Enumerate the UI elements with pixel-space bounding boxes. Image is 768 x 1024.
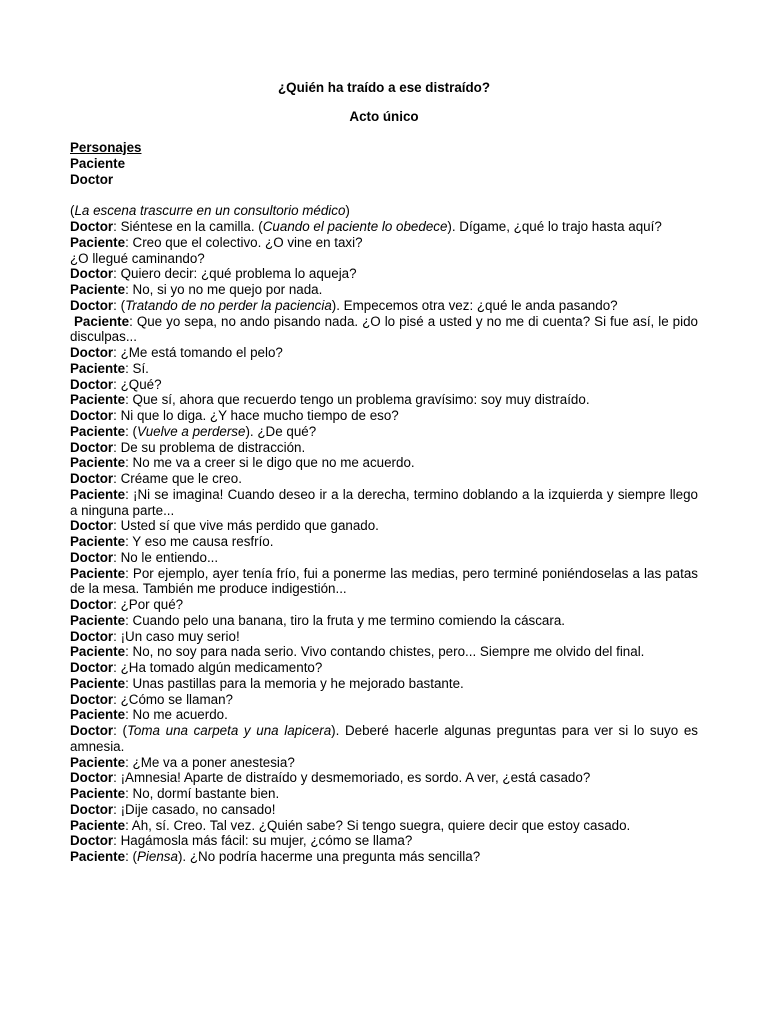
dialogue-text: : Unas pastillas para la memoria y he mejorado bastante. bbox=[125, 675, 464, 691]
speaker-name: Paciente bbox=[70, 754, 126, 770]
dialogue-line bbox=[70, 282, 698, 298]
speaker-name: Doctor bbox=[70, 219, 114, 234]
dialogue-text: ). Empecemos otra vez: ¿qué le anda pasando? bbox=[331, 297, 618, 313]
dialogue-text: : No, dormí bastante bien. bbox=[125, 786, 280, 801]
speaker-name: Paciente bbox=[70, 675, 126, 691]
dialogue-line bbox=[70, 566, 698, 598]
dialogue-line bbox=[70, 770, 698, 786]
speaker-name: Paciente bbox=[70, 612, 126, 628]
dialogue-text: : Y eso me causa resfrío. bbox=[125, 534, 274, 549]
dialogue-line bbox=[70, 629, 698, 645]
dialogue-line bbox=[70, 518, 698, 534]
speaker-name: Doctor bbox=[70, 723, 114, 738]
dialogue-text: ). Dígame, ¿qué lo trajo hasta aquí? bbox=[447, 219, 662, 234]
speaker-name: Paciente bbox=[70, 360, 126, 376]
dialogue-text: : ¿Cómo se llaman? bbox=[113, 691, 233, 707]
dialogue-line bbox=[70, 660, 698, 676]
dialogue-text: ). ¿De qué? bbox=[245, 423, 317, 439]
dialogue-line bbox=[70, 424, 698, 440]
dialogue-text: : ( bbox=[113, 297, 126, 313]
dialogue-text: : ( bbox=[125, 423, 137, 439]
dialogue-line bbox=[70, 471, 698, 487]
dialogue-text: : Que sí, ahora que recuerdo tengo un problema gravísimo: soy muy distraído. bbox=[125, 392, 590, 408]
speaker-name: Doctor bbox=[70, 439, 114, 455]
speaker-name: Doctor bbox=[70, 376, 114, 392]
speaker-name: Doctor bbox=[70, 628, 114, 644]
cast-member: Paciente bbox=[70, 155, 126, 171]
dialogue-line bbox=[70, 455, 698, 471]
dialogue-text: : ¡Ni se imagina! Cuando deseo ir a la derecha, termino doblando a la izquierda y siempre llego a ninguna parte... bbox=[70, 486, 698, 518]
play-title: ¿Quién ha traído a ese distraído? bbox=[277, 80, 491, 95]
speaker-name: Doctor bbox=[70, 471, 114, 486]
dialogue-text: : Ni que lo diga. ¿Y hace mucho tiempo de eso? bbox=[113, 408, 399, 423]
dialogue-text: : No me acuerdo. bbox=[125, 707, 228, 723]
speaker-name: Paciente bbox=[70, 455, 126, 471]
dialogue-line bbox=[70, 251, 698, 267]
speaker-name: Doctor bbox=[70, 597, 114, 612]
dialogue-line bbox=[70, 487, 698, 519]
dialogue-text: : Que yo sepa, no ando pisando nada. ¿O lo pisé a usted y no me di cuenta? Si fue así, le pido disculpas... bbox=[70, 313, 698, 345]
dialogue-line bbox=[70, 676, 698, 692]
speaker-name: Doctor bbox=[70, 770, 114, 786]
dialogue-line bbox=[70, 314, 698, 346]
dialogue-text: : ¿Ha tomado algún medicamento? bbox=[113, 660, 323, 675]
speaker-name: Doctor bbox=[70, 266, 114, 282]
speaker-name: Paciente bbox=[70, 423, 126, 439]
dialogue-text: : ¡Amnesia! Aparte de distraído y desmemoriado, es sordo. A ver, ¿está casado? bbox=[113, 770, 591, 786]
dialogue-text: : Hagámosla más fácil: su mujer, ¿cómo se llama? bbox=[113, 833, 413, 849]
dialogue-line bbox=[70, 219, 698, 235]
speaker-name: Paciente bbox=[70, 817, 126, 833]
dialogue-text: : Por ejemplo, ayer tenía frío, fui a ponerme las medias, pero terminé poniéndoselas a las patas de la mesa. También me produce indigestión... bbox=[70, 565, 698, 597]
dialogue-text: : Cuando pelo una banana, tiro la fruta y me termino comiendo la cáscara. bbox=[125, 612, 566, 628]
dialogue-text: : Créame que le creo. bbox=[113, 471, 242, 486]
dialogue-line bbox=[70, 613, 698, 629]
dialogue-text: : ¿Me está tomando el pelo? bbox=[113, 345, 283, 360]
speaker-name: Paciente bbox=[70, 786, 126, 801]
stage-direction: Toma una carpeta y una lapicera bbox=[126, 723, 332, 738]
dialogue-text: : ¡Dije casado, no cansado! bbox=[113, 801, 276, 817]
dialogue-text: : De su problema de distracción. bbox=[113, 439, 306, 455]
speaker-name: Paciente bbox=[70, 849, 126, 864]
dialogue-line bbox=[70, 377, 698, 393]
dialogue-line bbox=[70, 361, 698, 377]
dialogue-text: : ¡Un caso muy serio! bbox=[113, 628, 240, 644]
dialogue-line bbox=[70, 597, 698, 613]
dialogue-line bbox=[70, 786, 698, 802]
scene-description: (La escena trascurre en un consultorio médico) bbox=[70, 203, 350, 219]
speaker-name: Paciente bbox=[70, 234, 126, 250]
dialogue-line bbox=[70, 235, 698, 251]
document-page bbox=[70, 80, 698, 865]
dialogue-text: : No me va a creer si le digo que no me acuerdo. bbox=[125, 455, 415, 471]
dialogue-line bbox=[70, 345, 698, 361]
stage-direction: Vuelve a perderse bbox=[137, 423, 246, 439]
dialogue-text: : Sí. bbox=[125, 360, 149, 376]
speaker-name: Paciente bbox=[70, 565, 126, 581]
dialogue-text: : No le entiendo... bbox=[113, 549, 219, 565]
speaker-name: Paciente bbox=[70, 534, 126, 549]
dialogue-line bbox=[70, 408, 698, 424]
dialogue-line bbox=[70, 298, 698, 314]
speaker-name: Doctor bbox=[70, 408, 114, 423]
dialogue-line bbox=[70, 755, 698, 771]
dialogue-line bbox=[70, 440, 698, 456]
dialogue-text: : Usted sí que vive más perdido que ganado. bbox=[113, 518, 379, 534]
cast-heading: Personajes bbox=[70, 140, 142, 155]
dialogue-text: : No, si yo no me quejo por nada. bbox=[125, 282, 323, 297]
speaker-name: Doctor bbox=[70, 833, 114, 849]
speaker-name: Doctor bbox=[70, 518, 114, 534]
speaker-name: Doctor bbox=[70, 549, 114, 565]
speaker-name: Doctor bbox=[70, 691, 114, 707]
dialogue-text: : ¿Qué? bbox=[113, 376, 162, 392]
stage-direction: Tratando de no perder la paciencia bbox=[125, 297, 332, 313]
dialogue-text: : Quiero decir: ¿qué problema lo aqueja? bbox=[113, 266, 357, 282]
speaker-name: Paciente bbox=[70, 707, 126, 723]
dialogue-text: : ¿Por qué? bbox=[113, 597, 184, 612]
dialogue-line bbox=[70, 692, 698, 708]
dialogue-text: ). Deberé hacerle algunas preguntas para ver si lo suyo es amnesia. bbox=[70, 723, 698, 754]
dialogue bbox=[70, 219, 698, 865]
stage-direction: Cuando el paciente lo obedece bbox=[262, 219, 448, 234]
dialogue-line bbox=[70, 550, 698, 566]
dialogue-line bbox=[70, 707, 698, 723]
speaker-name: Paciente bbox=[70, 392, 126, 408]
cast-member: Doctor bbox=[70, 171, 114, 187]
dialogue-line bbox=[70, 849, 698, 865]
dialogue-text: ). ¿No podría hacerme una pregunta más sencilla? bbox=[177, 849, 481, 864]
dialogue-line bbox=[70, 818, 698, 834]
dialogue-text: ¿O llegué caminando? bbox=[70, 250, 205, 266]
dialogue-line bbox=[70, 723, 698, 755]
dialogue-line bbox=[70, 833, 698, 849]
speaker-name: Paciente bbox=[70, 486, 126, 502]
speaker-name: Paciente bbox=[74, 313, 130, 329]
speaker-name: Doctor bbox=[70, 345, 114, 360]
speaker-name: Paciente bbox=[70, 282, 126, 297]
dialogue-text: : No, no soy para nada serio. Vivo contando chistes, pero... Siempre me olvido del final. bbox=[125, 644, 645, 660]
act-subtitle: Acto único bbox=[349, 109, 419, 124]
speaker-name: Doctor bbox=[70, 297, 114, 313]
dialogue-text: : ¿Me va a poner anestesia? bbox=[125, 754, 295, 770]
stage-direction: La escena trascurre en un consultorio médico bbox=[74, 203, 346, 219]
dialogue-line bbox=[70, 266, 698, 282]
dialogue-text: : Siéntese en la camilla. ( bbox=[113, 219, 263, 234]
speaker-name: Doctor bbox=[70, 801, 114, 817]
dialogue-line bbox=[70, 534, 698, 550]
dialogue-text: : ( bbox=[113, 723, 127, 738]
speaker-name: Doctor bbox=[70, 660, 114, 675]
speaker-name: Paciente bbox=[70, 644, 126, 660]
dialogue-line bbox=[70, 392, 698, 408]
dialogue-line bbox=[70, 644, 698, 660]
dialogue-text: : Ah, sí. Creo. Tal vez. ¿Quién sabe? Si tengo suegra, quiere decir que estoy casado. bbox=[125, 817, 631, 833]
dialogue-text: : Creo que el colectivo. ¿O vine en taxi? bbox=[125, 234, 363, 250]
dialogue-text: : ( bbox=[125, 849, 137, 864]
stage-direction: Piensa bbox=[137, 849, 178, 864]
dialogue-line bbox=[70, 802, 698, 818]
